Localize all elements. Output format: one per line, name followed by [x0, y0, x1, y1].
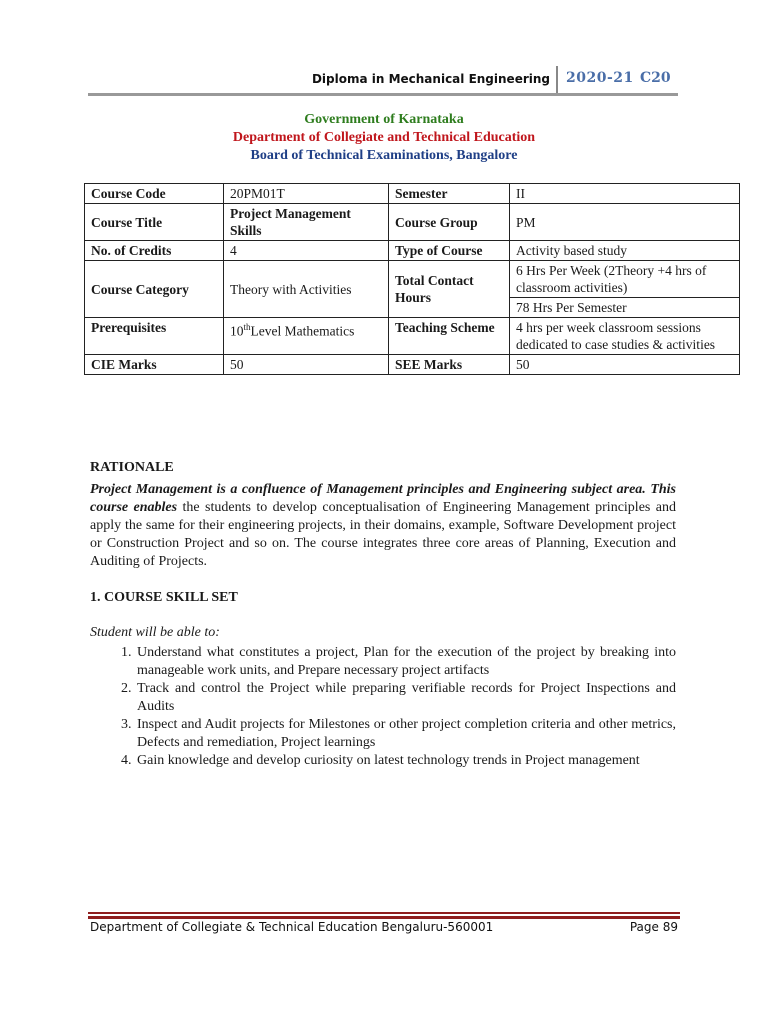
rationale-heading: RATIONALE	[90, 460, 174, 475]
title-block	[0, 111, 768, 165]
table-row	[85, 241, 740, 261]
page-header	[0, 66, 768, 96]
semester-label: Semester	[389, 184, 510, 204]
list-item: 4. Gain knowledge and develop curiosity on latest technology trends in Project management	[135, 752, 676, 770]
course-code-label: Course Code	[85, 184, 224, 204]
footer-rule-thick	[88, 916, 680, 919]
table-row	[85, 318, 740, 355]
footer-department: Department of Collegiate & Technical Education Bengaluru-560001	[90, 920, 494, 934]
course-group-value: PM	[510, 204, 740, 241]
prerequisites-rest: Level Mathematics	[250, 323, 355, 339]
category-value: Theory with Activities	[224, 261, 389, 318]
list-item: 1. Understand what constitutes a project, Plan for the execution of the project by breaking into manageable work units, and Prepare necessary project artifacts	[135, 644, 676, 680]
rationale-bold-intro: Project Management is a confluence of Management principles and Engineering subject area. This course enables	[90, 482, 676, 515]
table-row	[85, 184, 740, 204]
see-label: SEE Marks	[389, 355, 510, 375]
teaching-value: 4 hrs per week classroom sessions dedicated to case studies & activities	[510, 318, 740, 355]
footer-rule-thin	[88, 912, 680, 914]
table-row	[85, 204, 740, 241]
skill-list	[90, 644, 676, 770]
contact-hours-week: 6 Hrs Per Week (2Theory +4 hrs of classroom activities)	[510, 261, 740, 298]
credits-value: 4	[224, 241, 389, 261]
header-title: Diploma in Mechanical Engineering	[311, 72, 550, 86]
contact-hours-label: Total Contact Hours	[389, 261, 510, 318]
footer-page-number: Page 89	[629, 920, 678, 934]
teaching-label: Teaching Scheme	[389, 318, 510, 355]
type-label: Type of Course	[389, 241, 510, 261]
table-row	[85, 261, 740, 298]
skill-set-intro: Student will be able to:	[90, 625, 220, 640]
rationale-body: the students to develop conceptualisation of Engineering Management principles and apply the same for their engineering projects, in their domains, example, Software Development project or Construction Project and so on. The course integrates three core areas of Planning, Execution and Auditing of Projects.	[90, 500, 676, 569]
list-item: 2. Track and control the Project while preparing verifiable records for Project Inspections and Audits	[135, 680, 676, 716]
see-value: 50	[510, 355, 740, 375]
course-group-label: Course Group	[389, 204, 510, 241]
header-separator	[556, 66, 558, 94]
contact-hours-semester: 78 Hrs Per Semester	[510, 298, 740, 318]
header-year: 2020-21	[566, 70, 634, 86]
category-label: Course Category	[85, 261, 224, 318]
government-title: Government of Karnataka	[304, 112, 464, 127]
prerequisites-base: 10	[230, 323, 244, 339]
prerequisites-sup: th	[243, 322, 251, 332]
course-title-value: Project Management Skills	[224, 204, 389, 241]
list-item: 3. Inspect and Audit projects for Milestones or other project completion criteria and other metrics, Defects and remediation, Project learnings	[135, 716, 676, 752]
cie-value: 50	[224, 355, 389, 375]
prerequisites-label: Prerequisites	[85, 318, 224, 355]
course-code-value: 20PM01T	[224, 184, 389, 204]
department-title: Department of Collegiate and Technical Education	[232, 130, 536, 145]
course-info-table	[84, 183, 740, 375]
credits-label: No. of Credits	[85, 241, 224, 261]
board-title: Board of Technical Examinations, Bangalore	[250, 148, 518, 163]
skill-set-heading: 1. COURSE SKILL SET	[90, 590, 238, 605]
cie-label: CIE Marks	[85, 355, 224, 375]
header-code: C20	[640, 70, 671, 86]
type-value: Activity based study	[510, 241, 740, 261]
main-content	[90, 459, 676, 770]
prerequisites-value	[224, 318, 389, 355]
rationale-paragraph	[90, 481, 676, 571]
header-rule	[88, 93, 678, 96]
semester-value: II	[510, 184, 740, 204]
table-row	[85, 355, 740, 375]
course-title-label: Course Title	[85, 204, 224, 241]
